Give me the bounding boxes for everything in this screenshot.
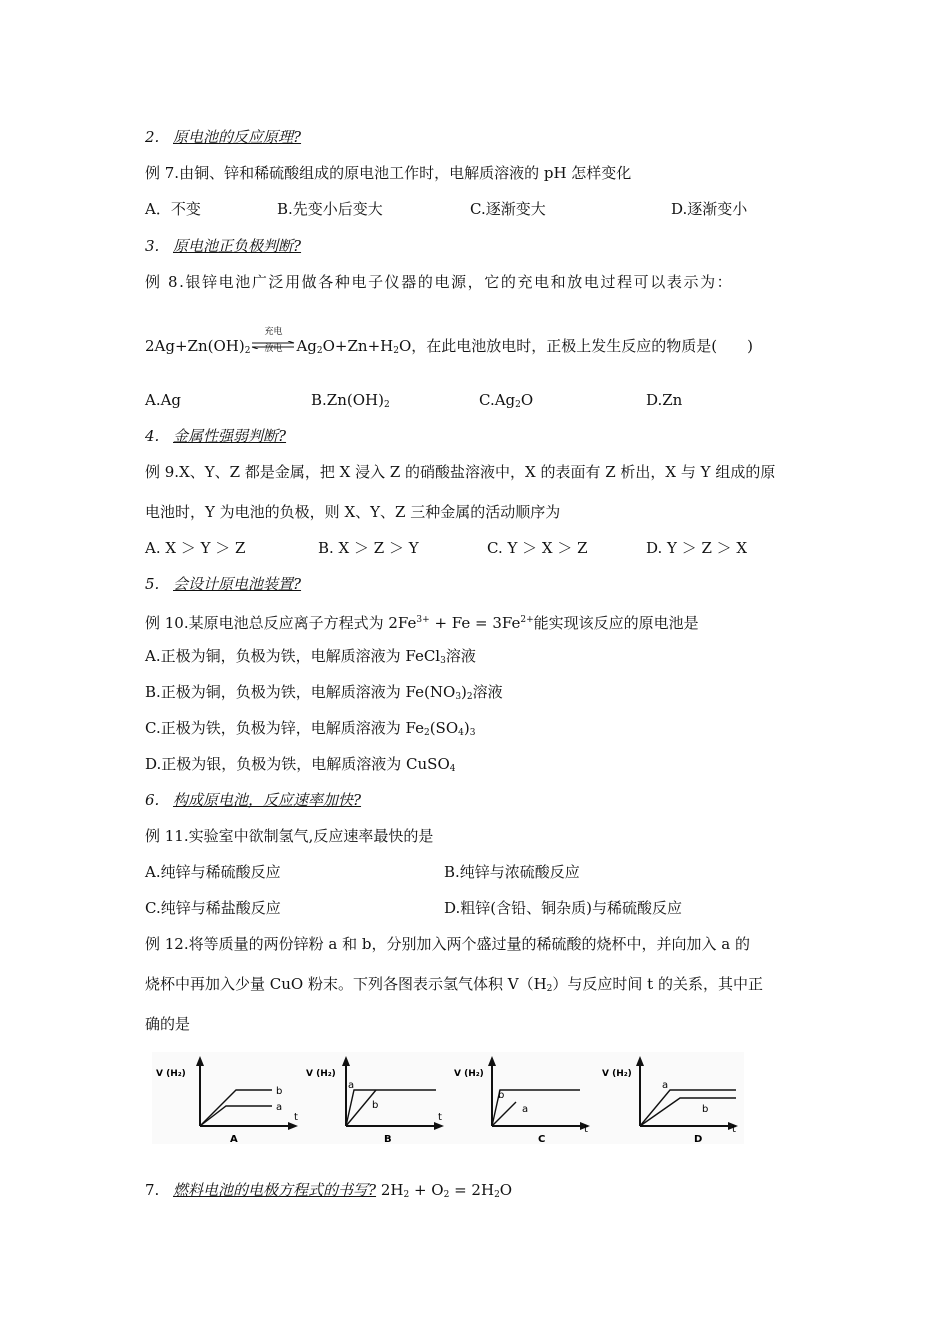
x-axis-label: t [732, 1124, 736, 1135]
example-7-option-c: C.逐渐变大 [470, 200, 546, 218]
example-9-option-a: A. X ＞ Y ＞ Z [145, 539, 246, 557]
example-10-option-a: A.正极为铜，负极为铁，电解质溶液为 FeCl$_3$溶液 [145, 647, 476, 666]
section-5-heading: 5. 会设计原电池装置? [145, 575, 302, 593]
example-12-question-line2: 烧杯中再加入少量 CuO 粉末。下列各图表示氢气体积 $V(H_2)$与反应时间 t 的关系，其中正 [145, 975, 763, 994]
graph-a-plot [152, 1052, 300, 1144]
example-10-option-b: B.正极为铜，负极为铁，电解质溶液为 $Fe(NO_3)_2$溶液 [145, 683, 503, 702]
curve-b-label: b [498, 1090, 505, 1101]
graph-label: B [384, 1134, 392, 1144]
curve-b-label: b [276, 1086, 283, 1097]
section-4-heading: 4. 金属性强弱判断? [145, 427, 287, 445]
curve-a-label: a [662, 1080, 669, 1091]
graph-label: D [694, 1134, 703, 1144]
example-12-question-line1: 例 12.将等质量的两份锌粉 a 和 b，分别加入两个盛过量的稀硫酸的烧杯中，并向加入 a 的 [145, 935, 750, 953]
hydrogen-volume-graphs [152, 1052, 744, 1144]
curve-a-label: a [348, 1080, 355, 1091]
example-8-equation: $2Ag+Zn(OH)_2$ 充电 放电 $Ag_2O+Zn+H_2O$，在此电池放电时，正极上发生反应的物质是( ) [145, 327, 753, 356]
example-11-option-a: A.纯锌与稀硫酸反应 [145, 863, 281, 881]
y-axis-label: V (H₂) [306, 1069, 336, 1079]
example-8-option-d: D.Zn [646, 391, 683, 409]
graph-a [152, 1052, 300, 1144]
example-8-option-a: A.Ag [145, 391, 182, 409]
y-axis-label: V (H₂) [156, 1069, 186, 1079]
example-7-option-b: B.先变小后变大 [277, 200, 383, 218]
y-axis-label: V (H₂) [454, 1069, 484, 1079]
example-11-option-b: B.纯锌与浓硫酸反应 [444, 863, 580, 881]
graph-b-plot [300, 1052, 448, 1144]
x-axis-label: t [584, 1124, 588, 1135]
curve-a-label: a [522, 1104, 529, 1115]
example-9-question-line2: 电池时，Y 为电池的负极，则 X、Y、Z 三种金属的活动顺序为 [145, 503, 561, 521]
graph-c-plot [448, 1052, 596, 1144]
example-10-option-d: D.正极为银，负极为铁，电解质溶液为 CuSO$_4$ [145, 755, 456, 774]
example-11-option-d: D.粗锌(含铅、铜杂质)与稀硫酸反应 [444, 899, 682, 917]
curve-b-label: b [702, 1104, 709, 1115]
example-7-option-a: A．不变 [145, 200, 201, 218]
section-2-heading: 2. 原电池的反应原理? [145, 128, 302, 146]
example-8-option-b: $B.Zn(OH)_2$ [311, 391, 390, 410]
curve-a-label: a [276, 1102, 283, 1113]
example-10-question: 例 10.某原电池总反应离子方程式为 $2Fe^{3+} + Fe = 3Fe^{2+}$能实现该反应的原电池是 [145, 614, 699, 632]
reversible-arrow-icon: 充电 放电 [250, 337, 296, 357]
graph-c [448, 1052, 596, 1144]
section-6-heading: 6. 构成原电池，反应速率加快? [145, 791, 362, 809]
example-9-option-c: C. Y ＞ X ＞ Z [487, 539, 588, 557]
example-11-question: 例 11.实验室中欲制氢气,反应速率最快的是 [145, 827, 434, 845]
section-3-heading: 3. 原电池正负极判断? [145, 237, 302, 255]
graph-d [596, 1052, 744, 1144]
x-axis-label: t [294, 1112, 298, 1123]
graph-b [300, 1052, 448, 1144]
example-8-option-c: $C.Ag_2O$ [479, 391, 534, 410]
example-12-question-line3: 确的是 [145, 1015, 191, 1033]
x-axis-label: t [438, 1112, 442, 1123]
curve-b-label: b [372, 1100, 379, 1111]
example-9-option-b: B. X ＞ Z ＞ Y [318, 539, 419, 557]
example-7-question: 例 7.由铜、锌和稀硫酸组成的原电池工作时，电解质溶液的 pH 怎样变化 [145, 164, 632, 182]
example-9-option-d: D. Y ＞ Z ＞ X [646, 539, 748, 557]
example-11-option-c: C.纯锌与稀盐酸反应 [145, 899, 281, 917]
example-8-question: 例 8.银锌电池广泛用做各种电子仪器的电源，它的充电和放电过程可以表示为： [145, 273, 734, 291]
example-10-option-c: C.正极为铁，负极为锌，电解质溶液为 $Fe_2(SO_4)_3$ [145, 719, 476, 738]
graph-label: A [230, 1134, 238, 1144]
section-7-heading: 7. 燃料电池的电极方程式的书写? $2H_2 + O_2 = 2H_2O$ [145, 1181, 513, 1200]
graph-label: C [538, 1134, 546, 1144]
graph-d-plot [596, 1052, 744, 1144]
y-axis-label: V (H₂) [602, 1069, 632, 1079]
example-9-question-line1: 例 9.X、Y、Z 都是金属，把 X 浸入 Z 的硝酸盐溶液中，X 的表面有 Z 析出，X 与 Y 组成的原 [145, 463, 776, 481]
example-7-option-d: D.逐渐变小 [671, 200, 748, 218]
